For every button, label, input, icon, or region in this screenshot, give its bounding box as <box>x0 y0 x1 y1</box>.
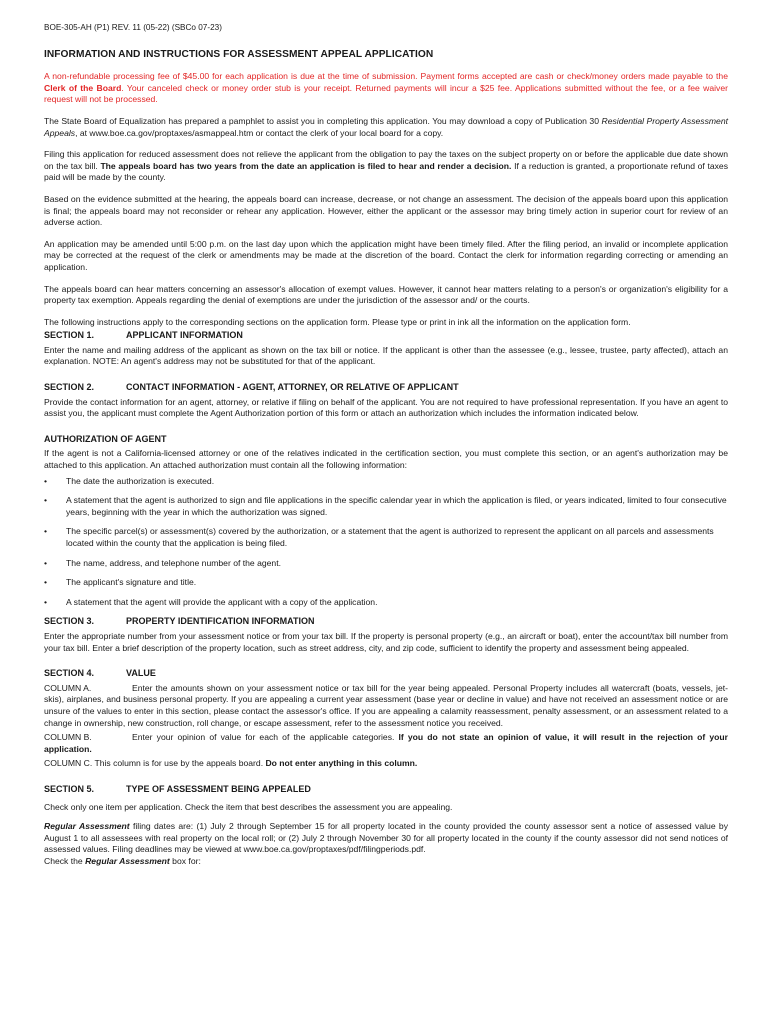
column-b-warning: If you do not state an opinion of value, it will result in the rejection of your application. <box>44 732 728 754</box>
filing-text-2: If a reduction is granted, a proportionate refund of taxes paid will be made by the county. <box>44 160 728 183</box>
fee-notice <box>44 71 728 106</box>
authorization-heading: AUTHORIZATION OF AGENT <box>44 433 167 444</box>
list-item-text: The applicant's signature and title. <box>66 577 197 588</box>
document-title: INFORMATION AND INSTRUCTIONS FOR ASSESSMENT APPEAL APPLICATION <box>44 48 434 60</box>
section-2-text: Provide the contact information for an agent, attorney, or relative if filing on behalf of the applicant. You are not required to have professional representation. If you have an agent to assist you, the applicant must complete the Agent Authorization portion of this form or attach an authorization which includes the information indicated below. <box>44 396 728 419</box>
section-1-heading <box>44 330 728 342</box>
filing-text-1: Filing this application for reduced assessment does not relieve the applicant from the obligation to pay the taxes on the subject property on or before the applicable due date shown on the tax bill. <box>44 149 728 171</box>
list-item-text: The name, address, and telephone number of the agent. <box>66 557 281 568</box>
list-item <box>44 558 728 570</box>
section-5-title: TYPE OF ASSESSMENT BEING APPEALED <box>126 783 311 794</box>
section-1-title: APPLICANT INFORMATION <box>126 330 243 341</box>
section-3-title: PROPERTY IDENTIFICATION INFORMATION <box>126 616 315 627</box>
regular-assessment-paragraph <box>44 821 728 867</box>
list-item-text: A statement that the agent will provide the applicant with a copy of the application. <box>66 596 378 607</box>
list-item <box>44 526 728 549</box>
pamphlet-paragraph <box>44 116 728 139</box>
section-5-text: Check only one item per application. Check the item that best describes the assessment you are appealing. <box>44 801 453 812</box>
regular-assessment-text: filing dates are: (1) July 2 through September 15 for all property located in the county provided the county assessor sent a notice of assessed value by August 1 to all assessees with real property on the local roll; or (2) July 2 through November 30 for all property located in the county if the county assessor did not send notices of assessed values. Filing deadlines may be viewed at www.boe.ca.gov/proptaxes/pdf/filingperiods.pdf. <box>44 821 729 855</box>
pamphlet-text-2: , at www.boe.ca.gov/proptaxes/asmappeal.htm or contact the clerk of your local board for a copy. <box>75 127 444 138</box>
list-item-text: A statement that the agent is authorized to sign and file applications in the specific calendar year in which the application is filed, or years indicated, limited to four consecutive years, beginning with the year in which the authorization was signed. <box>66 495 727 517</box>
column-a-text: Enter the amounts shown on your assessment notice or tax bill for the year being appealed. Personal Property includes all watercraft (boats, vessels, jet-skis), airplanes, and business personal property. If you are appealing a current year assessment (base year or decline in value) and have not received an assessment notice or are unsure of the values to enter in this section, please contact the assessor's office. If you are appealing a calamity reassessment, penalty assessment, or an assessment related to a change in ownership, new construction, roll change, or escape assessment, refer to the assessment notice you received. <box>44 682 728 728</box>
clerk-of-board-text: Clerk of the Board <box>44 82 122 93</box>
fee-notice-text-1: A non-refundable processing fee of $45.00 for each application is due at the time of submission. Payment forms accepted are cash or check/money orders made payable to the <box>44 71 728 82</box>
list-item-text: The specific parcel(s) or assessment(s) covered by the authorization, or a statement that the agent is authorized to represent the applicant on all parcels and assessments located within the county that the application is being filed. <box>66 526 714 548</box>
list-item <box>44 577 728 589</box>
section-2-title: CONTACT INFORMATION - AGENT, ATTORNEY, OR RELATIVE OF APPLICANT <box>126 382 459 393</box>
check-box-text-1: Check the <box>44 855 86 866</box>
bullet: • <box>44 526 48 537</box>
form-identifier: BOE-305-AH (P1) REV. 11 (05-22) (SBCo 07-23) <box>44 23 222 32</box>
list-item <box>44 495 728 518</box>
bullet: • <box>44 495 48 506</box>
bullet: • <box>44 577 48 588</box>
section-4-title: VALUE <box>126 668 156 679</box>
pamphlet-text-1: The State Board of Equalization has prepared a pamphlet to assist you in completing this application. You may download a copy of Publication 30 <box>44 115 602 126</box>
filing-bold-text: The appeals board has two years from the date an application is filed to hear and render a decision. <box>100 160 512 171</box>
instructions-paragraph: The following instructions apply to the corresponding sections on the application form. Please type or print in ink all the information on the application form. <box>44 316 631 327</box>
section-2-heading <box>44 382 728 394</box>
document-page <box>44 22 728 867</box>
list-item-text: The date the authorization is executed. <box>66 475 215 486</box>
column-b-instructions <box>44 732 728 755</box>
exempt-paragraph: The appeals board can hear matters concerning an assessor's allocation of exempt values. However, it cannot hear matters relating to a person's or organization's eligibility for a property tax exemption. Appeals regarding the denial of exemptions are under the jurisdiction of the assessor and/ or the courts. <box>44 283 728 306</box>
evidence-paragraph: Based on the evidence submitted at the hearing, the appeals board can increase, decrease, or not change an assessment. The decision of the appeals board upon this application is final; the appeals board may not reconsider or rehear any application. However, either the applicant or the assessor may bring timely action in superior court for review of an adverse action. <box>44 193 728 228</box>
authorization-text: If the agent is not a California-licensed attorney or one of the relatives indicated in the certification section, you must complete this section, or an agent's authorization may be attached to this application. An attached authorization must contain all the following information: <box>44 448 728 471</box>
check-box-text-2: box for: <box>169 855 201 866</box>
regular-assessment-box-label: Regular Assessment <box>85 855 170 866</box>
column-c-text: COLUMN C. This column is for use by the appeals board. <box>44 758 266 769</box>
column-a-instructions <box>44 683 728 729</box>
bullet: • <box>44 475 48 486</box>
column-c-instructions <box>44 758 728 770</box>
column-b-label: COLUMN B. <box>44 732 92 743</box>
section-3-heading <box>44 616 728 628</box>
publication-title: Residential Property Assessment Appeals <box>44 115 728 138</box>
section-1-text: Enter the name and mailing address of the applicant as shown on the tax bill or notice. If the applicant is other than the assessee (e.g., lessee, trustee, party affected), attach an explanation. NOTE: An agent's address may not be substituted for that of the applicant. <box>44 344 728 367</box>
section-5-heading <box>44 784 728 796</box>
column-c-warning: Do not enter anything in this column. <box>265 758 418 769</box>
fee-notice-text-2: . Your canceled check or money order stub is your receipt. Returned payments will incur a $25 fee. Applications submitted without the fee, or a fee waiver request will not be processed. <box>44 82 728 105</box>
column-a-label: COLUMN A. <box>44 682 92 693</box>
section-1-number: SECTION 1. <box>44 330 95 341</box>
bullet: • <box>44 596 48 607</box>
list-item <box>44 597 728 609</box>
filing-paragraph <box>44 149 728 184</box>
column-b-text: Enter your opinion of value for each of the applicable categories. <box>132 732 399 743</box>
section-4-number: SECTION 4. <box>44 668 95 679</box>
section-3-text: Enter the appropriate number from your assessment notice or from your tax bill. If the property is personal property (e.g., an aircraft or boat), enter the account/tax bill number from your tax bill. Enter a brief description of the property location, such as street address, city, and zip code, sufficient to identify the property and assessment being appealed. <box>44 630 728 653</box>
authorization-list <box>44 476 728 609</box>
amend-paragraph: An application may be amended until 5:00 p.m. on the last day upon which the application might have been timely filed. After the filing period, an invalid or incomplete application may be corrected at the request of the clerk or amendments may be made at the discretion of the board. Contact the clerk for information regarding correcting or amending an application. <box>44 238 728 272</box>
section-2-number: SECTION 2. <box>44 382 95 393</box>
regular-assessment-label: Regular Assessment <box>44 821 130 832</box>
list-item <box>44 476 728 488</box>
section-4-heading <box>44 668 728 680</box>
bullet: • <box>44 557 48 568</box>
section-5-number: SECTION 5. <box>44 783 95 794</box>
section-3-number: SECTION 3. <box>44 616 95 627</box>
